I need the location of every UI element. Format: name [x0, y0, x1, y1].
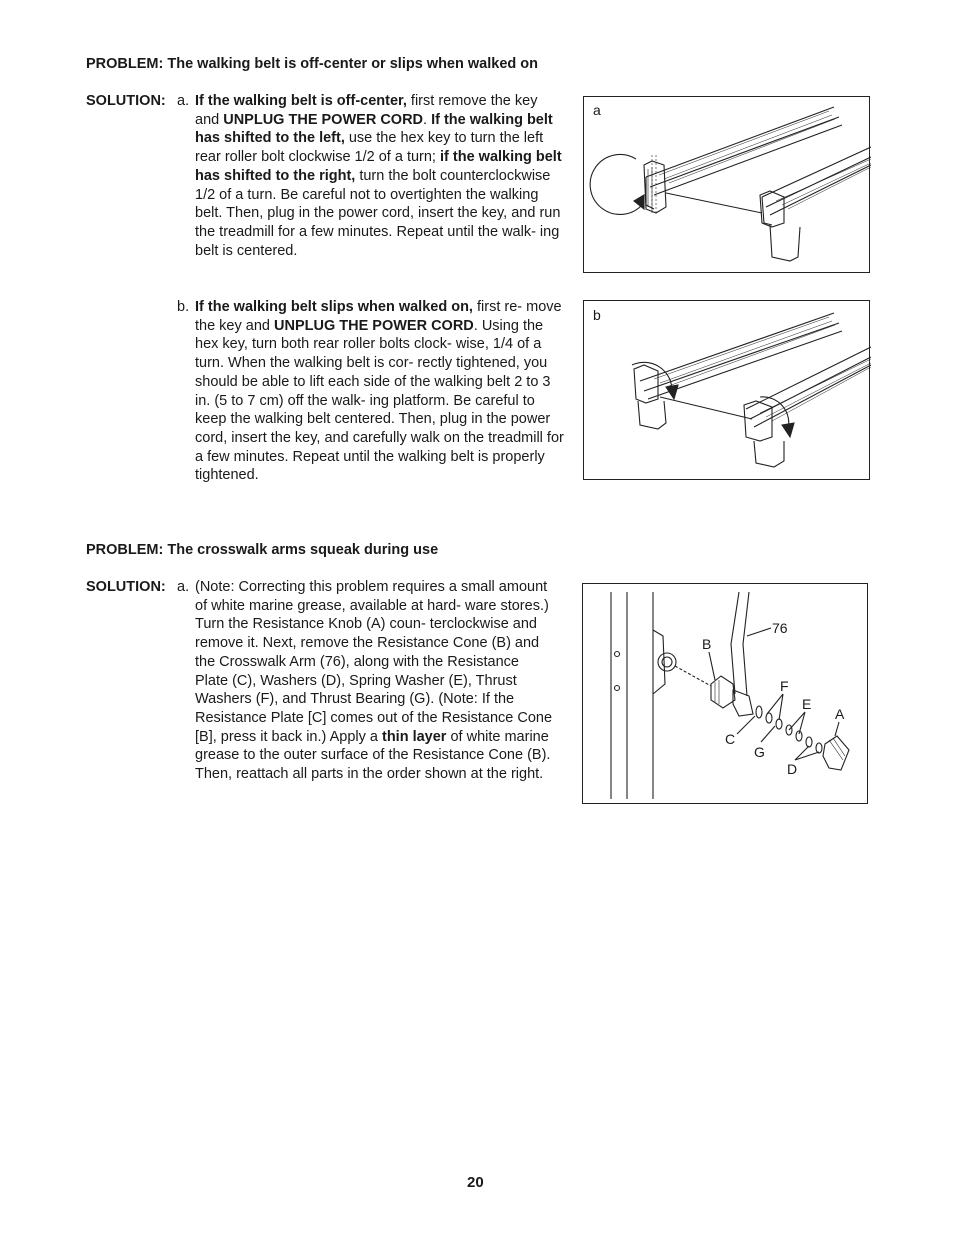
callout-d: D	[787, 761, 798, 777]
item-text: If the walking belt is off-center, first remove the key and UNPLUG THE POWER CORD. If the walking belt has shifted to the left, use the hex key to turn the left rear roller bolt clockwise 1/2 of a turn; if the walking belt has shifted to the right, turn the bolt counterclockwise 1/2 of a turn. Be careful not to overtighten the walking belt. Then, plug in the power cord, insert the key, and run the treadmill for a few minutes. Repeat until the walk- ing belt is centered.	[195, 93, 562, 259]
crosswalk-arm-exploded-illustration	[583, 584, 869, 805]
figure-b-label: b	[593, 307, 601, 323]
callout-e: E	[802, 696, 812, 712]
problem-heading-2: PROBLEM: The crosswalk arms squeak during use	[86, 542, 439, 558]
page-number: 20	[467, 1174, 484, 1191]
figure-b	[583, 300, 870, 480]
solution-label-2: SOLUTION:	[86, 579, 166, 595]
treadmill-offcenter-illustration	[584, 97, 871, 274]
callout-a: A	[835, 706, 845, 722]
callout-76: 76	[772, 620, 788, 636]
item-marker: b.	[177, 299, 190, 315]
item-marker: a.	[177, 93, 190, 109]
item-marker: a.	[177, 579, 190, 595]
callout-g: G	[754, 744, 765, 760]
solution-item-1b	[177, 298, 565, 485]
figure-a	[583, 96, 870, 273]
solution-label-1: SOLUTION:	[86, 93, 166, 109]
item-text: If the walking belt slips when walked on, first re- move the key and UNPLUG THE POWER CORD. Using the hex key, turn both rear roller bolts clock- wise, 1/4 of a turn. When the walking belt is cor- rectly tightened, you should be able to lift each side of the walking belt 2 to 3 in. (5 to 7 cm) off the walk- ing platform. Be careful to keep the walking belt centered. Then, plug in the power cord, insert the key, and carefully walk on the treadmill for a few minutes. Repeat until the walking belt is properly tightened.	[195, 299, 564, 484]
callout-f: F	[780, 678, 789, 694]
callout-b: B	[702, 636, 712, 652]
solution-item-2a	[177, 578, 555, 784]
figure-a-label: a	[593, 102, 601, 118]
problem-heading-1: PROBLEM: The walking belt is off-center or slips when walked on	[86, 56, 538, 72]
solution-item-1a	[177, 92, 565, 260]
figure-c	[582, 583, 868, 804]
item-text: (Note: Correcting this problem requires a small amount of white marine grease, available at hard- ware stores.) Turn the Resistance Knob (A) coun- terclockwise and remove it. Next, remove the Resistance Cone (B) and the Crosswalk Arm (76), along with the Resistance Plate (C), Washers (D), Spring Washer (E), Thrust Washers (F), and Thrust Bearing (G). (Note: If the Resistance Plate [C] comes out of the Resistance Cone [B], press it back in.) Apply a thin layer of white marine grease to the outer surface of the Resistance Cone (B). Then, reattach all parts in the order shown at the right.	[195, 579, 553, 783]
callout-c: C	[725, 731, 736, 747]
treadmill-slip-illustration	[584, 301, 871, 481]
